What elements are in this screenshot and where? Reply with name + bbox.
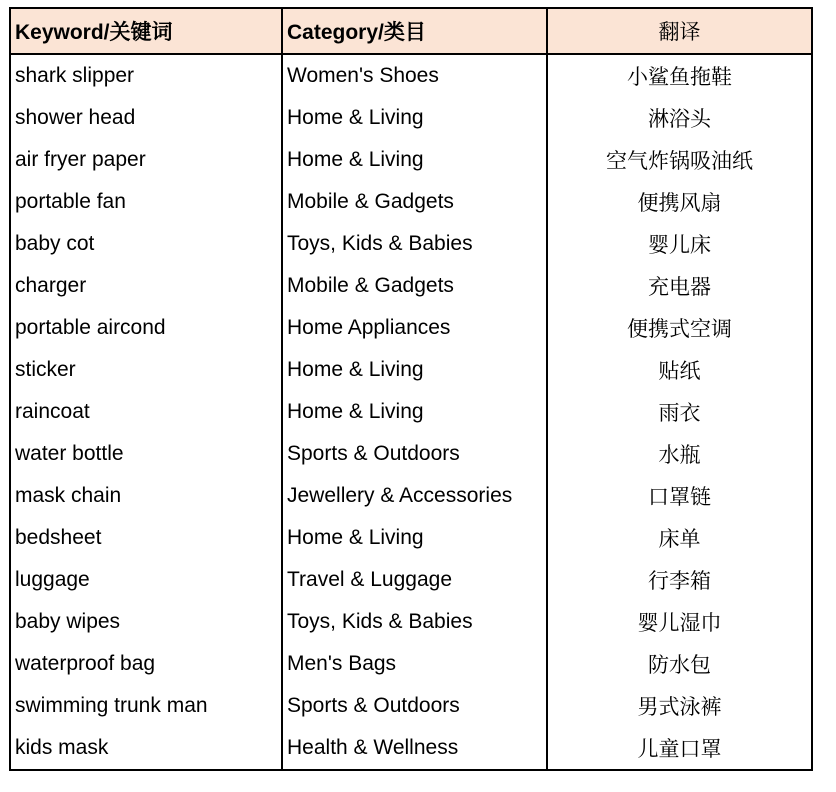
keyword-cell: sticker bbox=[10, 349, 282, 391]
keyword-cell: kids mask bbox=[10, 727, 282, 770]
keyword-cell: portable aircond bbox=[10, 307, 282, 349]
keyword-cell: shower head bbox=[10, 97, 282, 139]
keyword-cell: mask chain bbox=[10, 475, 282, 517]
table-header bbox=[10, 8, 812, 54]
table-row bbox=[10, 601, 812, 643]
table-row bbox=[10, 349, 812, 391]
translation-cell: 床单 bbox=[547, 517, 812, 559]
category-cell: Sports & Outdoors bbox=[282, 433, 547, 475]
header-category: Category/类目 bbox=[282, 8, 547, 54]
header-row bbox=[10, 8, 812, 54]
keyword-cell: swimming trunk man bbox=[10, 685, 282, 727]
table-row bbox=[10, 54, 812, 97]
translation-cell: 婴儿床 bbox=[547, 223, 812, 265]
category-cell: Health & Wellness bbox=[282, 727, 547, 770]
translation-cell: 行李箱 bbox=[547, 559, 812, 601]
table-row bbox=[10, 559, 812, 601]
category-cell: Toys, Kids & Babies bbox=[282, 601, 547, 643]
table-row bbox=[10, 517, 812, 559]
translation-cell: 儿童口罩 bbox=[547, 727, 812, 770]
category-cell: Travel & Luggage bbox=[282, 559, 547, 601]
header-translation: 翻译 bbox=[547, 8, 812, 54]
table-row bbox=[10, 433, 812, 475]
table-row bbox=[10, 97, 812, 139]
header-keyword: Keyword/关键词 bbox=[10, 8, 282, 54]
category-cell: Women's Shoes bbox=[282, 54, 547, 97]
translation-cell: 空气炸锅吸油纸 bbox=[547, 139, 812, 181]
keyword-table bbox=[9, 7, 813, 771]
table-row bbox=[10, 643, 812, 685]
keyword-cell: raincoat bbox=[10, 391, 282, 433]
translation-cell: 便携式空调 bbox=[547, 307, 812, 349]
category-cell: Mobile & Gadgets bbox=[282, 181, 547, 223]
translation-cell: 婴儿湿巾 bbox=[547, 601, 812, 643]
translation-cell: 小鲨鱼拖鞋 bbox=[547, 54, 812, 97]
table-row bbox=[10, 475, 812, 517]
translation-cell: 贴纸 bbox=[547, 349, 812, 391]
translation-cell: 雨衣 bbox=[547, 391, 812, 433]
category-cell: Toys, Kids & Babies bbox=[282, 223, 547, 265]
table-row bbox=[10, 685, 812, 727]
translation-cell: 淋浴头 bbox=[547, 97, 812, 139]
table-row bbox=[10, 391, 812, 433]
category-cell: Home & Living bbox=[282, 517, 547, 559]
table-row bbox=[10, 307, 812, 349]
translation-cell: 口罩链 bbox=[547, 475, 812, 517]
category-cell: Home & Living bbox=[282, 139, 547, 181]
keyword-cell: baby cot bbox=[10, 223, 282, 265]
translation-cell: 便携风扇 bbox=[547, 181, 812, 223]
keyword-cell: baby wipes bbox=[10, 601, 282, 643]
keyword-cell: bedsheet bbox=[10, 517, 282, 559]
table-row bbox=[10, 223, 812, 265]
table-row bbox=[10, 265, 812, 307]
keyword-cell: charger bbox=[10, 265, 282, 307]
translation-cell: 防水包 bbox=[547, 643, 812, 685]
table-row bbox=[10, 727, 812, 770]
table-row bbox=[10, 181, 812, 223]
keyword-cell: water bottle bbox=[10, 433, 282, 475]
translation-cell: 水瓶 bbox=[547, 433, 812, 475]
category-cell: Sports & Outdoors bbox=[282, 685, 547, 727]
translation-cell: 充电器 bbox=[547, 265, 812, 307]
keyword-cell: shark slipper bbox=[10, 54, 282, 97]
keyword-cell: waterproof bag bbox=[10, 643, 282, 685]
keyword-cell: portable fan bbox=[10, 181, 282, 223]
table-row bbox=[10, 139, 812, 181]
category-cell: Home & Living bbox=[282, 349, 547, 391]
category-cell: Home Appliances bbox=[282, 307, 547, 349]
keyword-cell: luggage bbox=[10, 559, 282, 601]
translation-cell: 男式泳裤 bbox=[547, 685, 812, 727]
table-body bbox=[10, 54, 812, 770]
category-cell: Jewellery & Accessories bbox=[282, 475, 547, 517]
category-cell: Home & Living bbox=[282, 97, 547, 139]
category-cell: Mobile & Gadgets bbox=[282, 265, 547, 307]
keyword-cell: air fryer paper bbox=[10, 139, 282, 181]
category-cell: Men's Bags bbox=[282, 643, 547, 685]
category-cell: Home & Living bbox=[282, 391, 547, 433]
